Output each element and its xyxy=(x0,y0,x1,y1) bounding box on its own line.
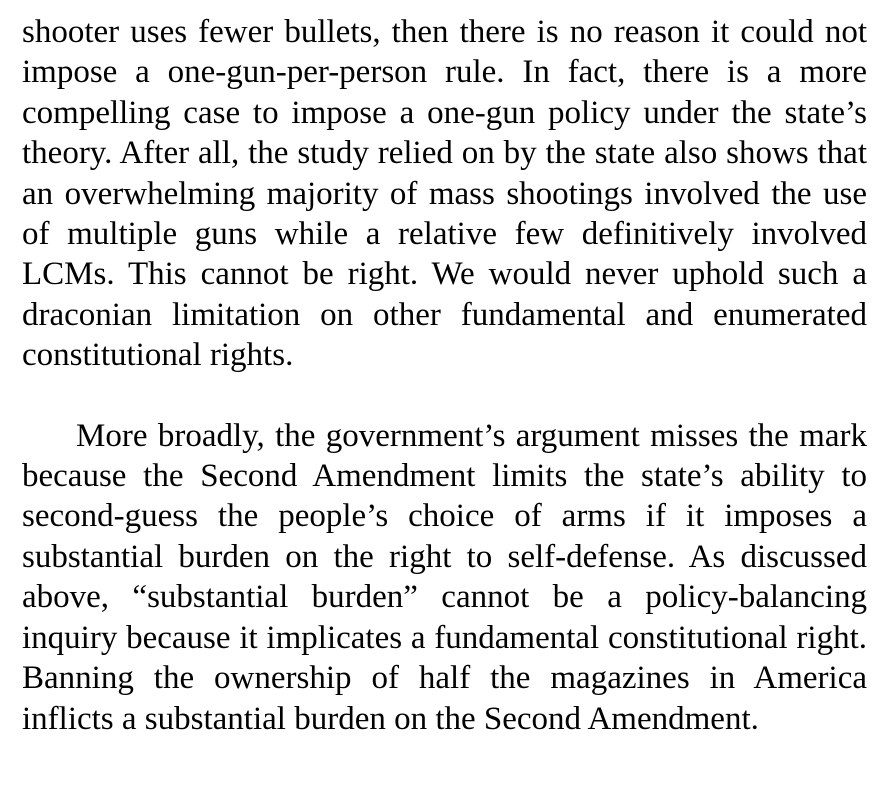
paragraph-continuation: shooter uses fewer bullets, then there is no reason it could not impose a one-gun-per-person rule. In fact, there is a more compelling case to impose a one-gun policy under the state’s theory. After all, the study relied on by the state also shows that an overwhelming majority of mass shootings involved the use of multiple guns while a relative few definitively involved LCMs. This cannot be right. We would never uphold such a draconian limitation on other fundamental and enumerated constitutional rights. xyxy=(22,14,867,374)
paragraph-second-amendment: More broadly, the government’s argument misses the mark because the Second Amendment limits the state’s ability to second-guess the people’s choice of arms if it imposes a substantial burden on the right to self-defense. As discussed above, “substantial burden” cannot be a policy-balancing inquiry because it implicates a fundamental constitutional right. Banning the ownership of half the magazines in America inflicts a substantial burden on the Second Amendment. xyxy=(22,417,867,737)
